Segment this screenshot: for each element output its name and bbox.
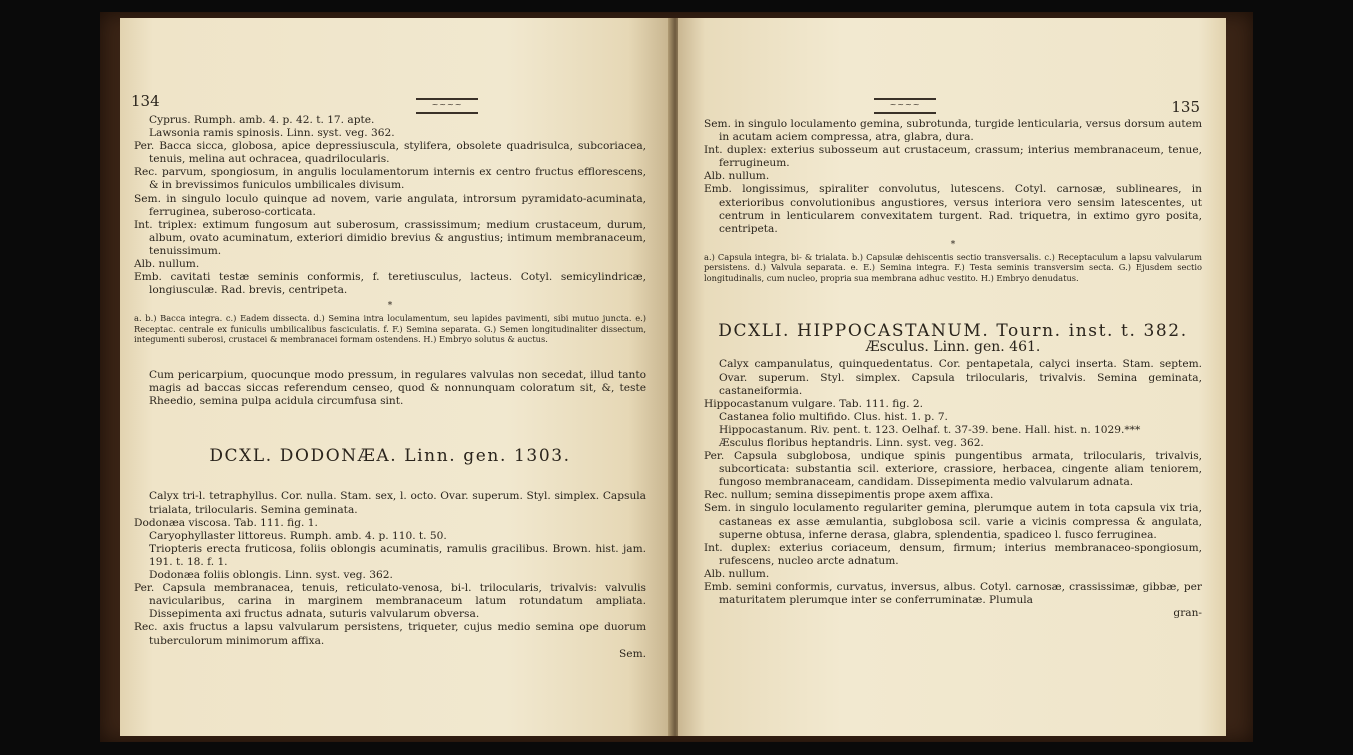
entry-paragraph: Emb. longissimus, spiraliter convolutus, lutescens. Cotyl. carnosæ, sublineares, in exterioribus convolutionibus angustiores, versus interiora vero sensim latescentes, ut centrum in lenticularem convexitatem turgent. Rad. triquetra, in extimo gyro posita, centripeta. (704, 183, 1202, 235)
figure-footnote: a.) Capsula integra, bi- & trialata. b.) Capsulæ dehiscentis sectio transversalis. c.) Receptaculum a lapsu valvularum persistens. d.) Valvula separata. e. E.) Semina integra. F.) Testa seminis transversim secta. G.) Ejusdem sectio longitudinalis, cum nucleo, propria sua membrana adhuc vestito. H.) Embryo denudatus. (704, 251, 1202, 283)
entry-paragraph: Per. Capsula subglobosa, undique spinis pungentibus armata, trilocularis, trivalvis, subcorticata: substantia scil. exteriore, crassiore, herbacea, cingente aliam teniorem, fungoso membranaceam, candidam. Dissepimenta medio valvularum adnata. (704, 450, 1202, 489)
asterisk-divider: * (387, 301, 393, 312)
paragraph: Caryophyllaster littoreus. Rumph. amb. 4. p. 110. t. 50. (149, 529, 447, 542)
header-ornament: ~~~~ (416, 98, 478, 114)
section-heading: DCXLI. HIPPOCASTANUM. Tourn. inst. t. 382. (718, 321, 1188, 342)
entry-paragraph: Dodonæa viscosa. Tab. 111. fig. 1. (134, 516, 318, 529)
section-subheading: Æsculus. Linn. gen. 461. (865, 339, 1041, 356)
paragraph: Calyx campanulatus, quinquedentatus. Cor. pentapetala, calyci inserta. Stam. septem. Ovar. superum. Styl. simplex. Capsula trilocularis, trivalvis. Semina geminata, castaneiformia. (719, 358, 1202, 397)
entry-paragraph: Per. Bacca sicca, globosa, apice depressiuscula, stylifera, obsolete quadrisulca, subcoriacea, tenuis, melina aut ochracea, quadrilocularis. (134, 140, 646, 166)
asterisk-divider: * (950, 239, 956, 250)
entry-paragraph: Rec. parvum, spongiosum, in angulis loculamentorum internis ex centro fructus efflorescens, & in brevissimos funiculos umbilicales divisum. (134, 166, 646, 192)
entry-paragraph: Int. duplex: exterius subosseum aut crustaceum, crassum; interius membranaceum, tenue, ferrugineum. (704, 144, 1202, 170)
section-heading: DCXL. DODONÆA. Linn. gen. 1303. (209, 446, 571, 467)
page-number: 134 (131, 92, 160, 110)
paragraph: Hippocastanum. Riv. pent. t. 123. Oelhaf. t. 37-39. bene. Hall. hist. n. 1029.*** (719, 423, 1141, 436)
entry-paragraph: Int. duplex: exterius coriaceum, densum, firmum; interius membranaceo-spongiosum, rufescens, nucleo arcte adnatum. (704, 541, 1202, 567)
right-page (678, 18, 1226, 736)
entry-paragraph: Emb. semini conformis, curvatus, inversus, albus. Cotyl. carnosæ, crassissimæ, gibbæ, per maturitatem plerumque inter se conferruminatæ. Plumula (704, 581, 1202, 607)
entry-paragraph: Per. Capsula membranacea, tenuis, reticulato-venosa, bi-l. trilocularis, trivalvis: valvulis navicularibus, carina in marginem membranaceum latum rotundatum ampliata. Dissepimenta axi fructus adnata, suturis valvularum obversa. (134, 582, 646, 621)
paragraph: Cum pericarpium, quocunque modo pressum, in regulares valvulas non secedat, illud tanto magis ad baccas siccas referendum censeo, quod & nonnunquam coloratum sit, &, teste Rheedio, semina pulpa acidula circumfusa sint. (149, 368, 646, 407)
entry-paragraph: Alb. nullum. (704, 170, 770, 183)
paragraph: Æsculus floribus heptandris. Linn. syst. veg. 362. (719, 437, 984, 449)
entry-paragraph: Alb. nullum. (134, 258, 200, 271)
spacer (134, 355, 646, 358)
entry-paragraph: Emb. cavitati testæ seminis conformis, f. teretiusculus, lacteus. Cotyl. semicylindricæ, longiusculæ. Rad. brevis, centripeta. (134, 271, 646, 297)
left-page (120, 18, 672, 736)
entry-paragraph: Sem. in singulo loculo quinque ad novem, varie angulata, introrsum pyramidato-acuminata, ferruginea, suberoso-corticata. (134, 192, 646, 218)
entry-paragraph: Sem. in singulo loculamento gemina, subrotunda, turgide lenticularia, versus dorsum autem in acutam aciem compressa, atra, glabra, dura. (704, 118, 1202, 144)
entry-paragraph: Alb. nullum. (704, 567, 770, 580)
paragraph: Dodonæa foliis oblongis. Linn. syst. veg. 362. (149, 569, 393, 582)
figure-footnote: a. b.) Bacca integra. c.) Eadem dissecta. d.) Semina intra loculamentum, seu lapides pavimenti, sibi mutuo juncta. e.) Receptac. centrale ex funiculis umbilicalibus fasciculatis. f. F.) Semina separata. G.) Semen longitudinaliter dissectum, integumenti suberosi, crustacei & membranacei formam ostendens. H.) Embryo solutus & auctus. (134, 313, 646, 345)
text-column (134, 114, 646, 661)
entry-paragraph: Sem. in singulo loculamento regulariter gemina, plerumque autem in tota capsula vix tria, castaneas ex asse æmulantia, subglobosa scil. varie a vicinis compressa & angulata, superne obtusa, inferne derasa, glabra, splendentia, spadiceo l. fusco ferruginea. (704, 502, 1202, 541)
paragraph: Triopteris erecta fruticosa, foliis oblongis acuminatis, ramulis gracilibus. Brown. hist. jam. 191. t. 18. f. 1. (149, 542, 646, 568)
spacer (134, 477, 646, 480)
page-number: 135 (1171, 98, 1200, 116)
entry-paragraph: Int. triplex: extimum fungosum aut suberosum, crassissimum; medium crustaceum, durum, album, ovato acuminatum, exteriori dimidio brevius & angustius; intimum membranaceum, tenuissimum. (134, 218, 646, 257)
paragraph: Cyprus. Rumph. amb. 4. p. 42. t. 17. apte. (149, 114, 375, 126)
entry-paragraph: Hippocastanum vulgare. Tab. 111. fig. 2. (704, 397, 923, 410)
catchword: Sem. (619, 647, 646, 660)
catchword: gran- (1173, 607, 1202, 620)
paragraph: Castanea folio multifido. Clus. hist. 1. p. 7. (719, 410, 948, 423)
text-column (704, 118, 1202, 620)
spacer (134, 419, 646, 437)
paragraph: Calyx tri-l. tetraphyllus. Cor. nulla. Stam. sex, l. octo. Ovar. superum. Styl. simplex. Capsula trialata, trilocularis. Semina geminata. (149, 490, 646, 516)
paragraph: Lawsonia ramis spinosis. Linn. syst. veg. 362. (149, 127, 395, 140)
spacer (704, 294, 1202, 312)
entry-paragraph: Rec. nullum; semina dissepimentis prope axem affixa. (704, 489, 994, 502)
entry-paragraph: Rec. axis fructus a lapsu valvularum persistens, triqueter, cujus medio semina ope duorum tuberculorum minimorum affixa. (134, 621, 646, 647)
header-ornament: ~~~~ (874, 98, 936, 114)
